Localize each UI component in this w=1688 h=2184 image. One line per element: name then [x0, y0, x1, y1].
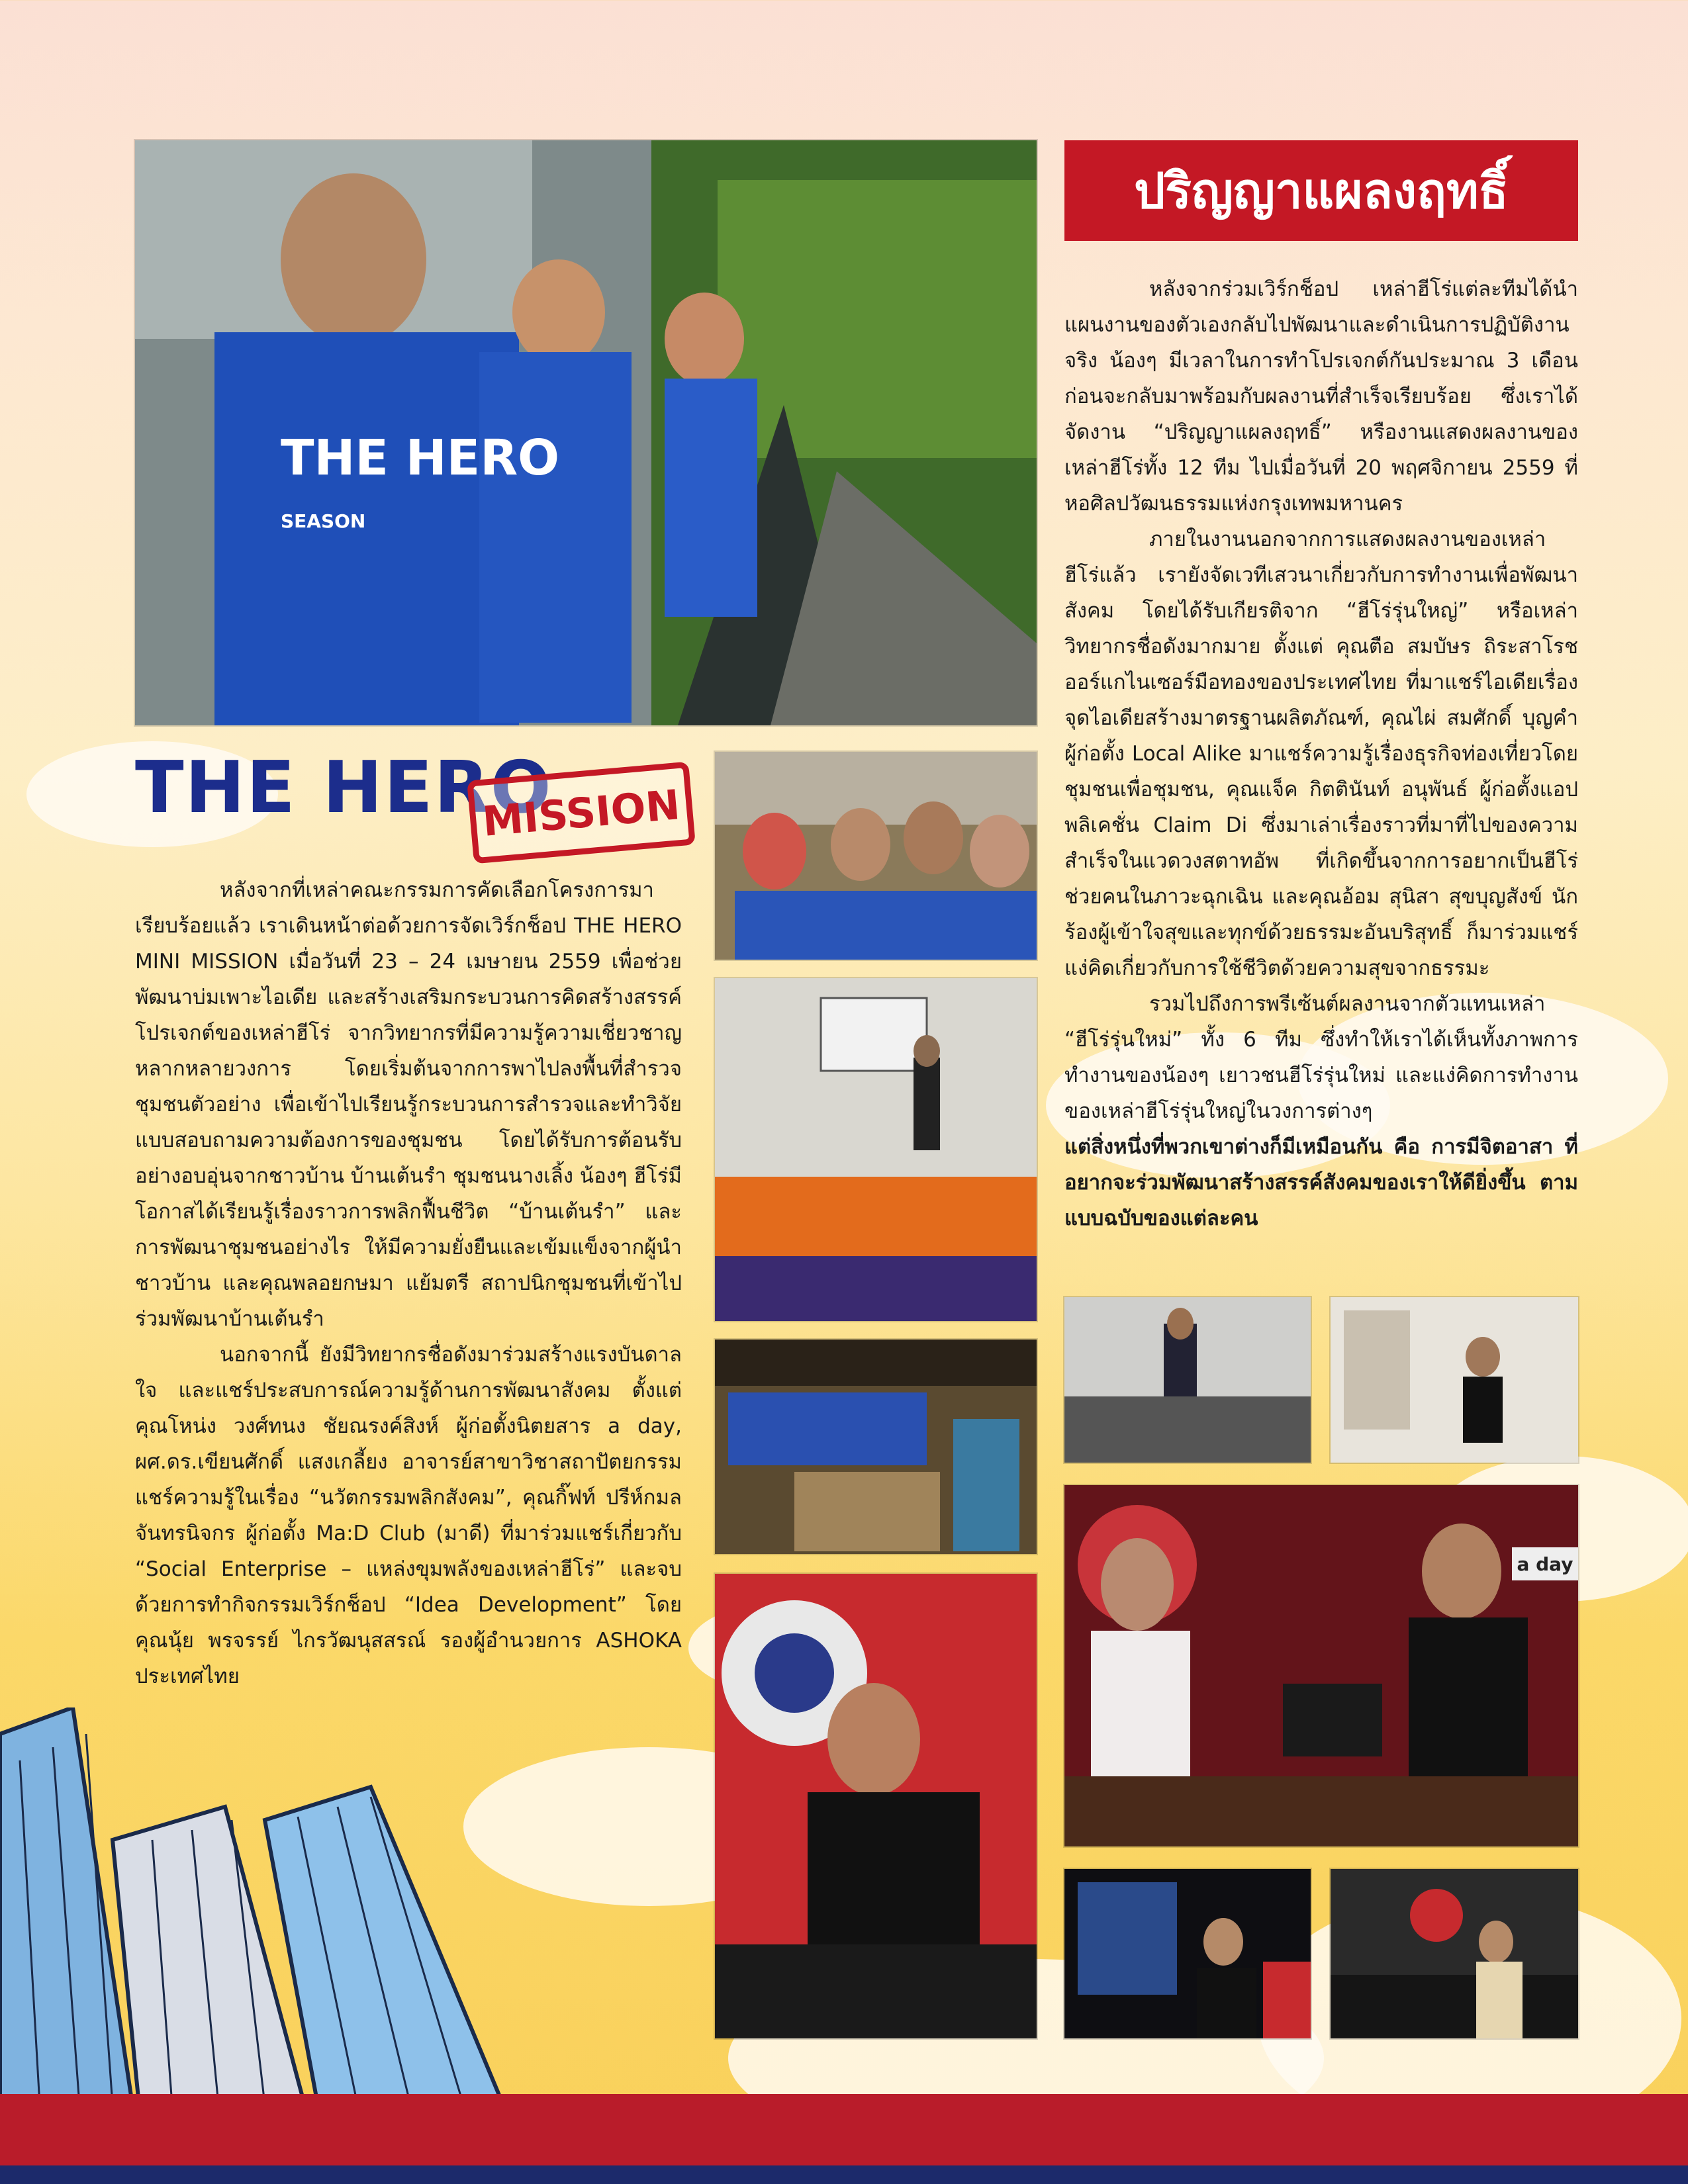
- photo-presenter-slides: [1064, 1869, 1311, 2038]
- right-paragraph-2: ภายในงานนอกจากการแสดงผลงานของเหล่าฮีโร่แล้ว เรายังจัดเวทีเสวนาเกี่ยวกับการทำงานเพื่อพัฒนาสังคม โดยได้รับเกียรติจาก “ฮีโร่รุ่นใหญ่” หรือเหล่าวิทยากรชื่อดังมากมาย ตั้งแต่ คุณตือ สมบัษร ถิระสาโรช ออร์แกไนเซอร์มือทองของประเทศไทย ที่มาแชร์ไอเดียเรื่องจุดไอเดียสร้างมาตรฐานผลิตภัณฑ์, คุณไผ่ สมศักดิ์ บุญคำ ผู้ก่อตั้ง Local Alike มาแชร์ความรู้เรื่องธุรกิจท่องเที่ยวโดยชุมชนเพื่อชุมชน, คุณแจ็ค กิตตินันท์ อนุพันธ์ ผู้ก่อตั้งแอปพลิเคชั่น Claim Di ซึ่งมาเล่าเรื่องราวที่มาที่ไปของความสำเร็จในแวดวงสตาทอัพ ที่เกิดขึ้นจากการอยากเป็นฮีโร่ช่วยคนในภาวะฉุกเฉิน และคุณอ้อม สุนิสา สุขบุญสังข์ นักร้องผู้เข้าใจสุขและทุกข์ด้วยธรรมะอันบริสุทธิ์ ก็มาร่วมแชร์แง่คิดเกี่ยวกับการใช้ชีวิตด้วยความสุขจากธรรมะ: [1064, 527, 1578, 980]
- shirt-logo-sub: SEASON: [281, 510, 366, 532]
- stage-banner-label: a day: [1512, 1547, 1578, 1580]
- photo-community-walk: [135, 140, 1037, 725]
- footer-red-bar: [0, 2094, 1688, 2165]
- mission-stamp: MISSION: [467, 762, 696, 864]
- shirt-logo: [281, 432, 559, 548]
- left-paragraph-1: หลังจากที่เหล่าคณะกรรมการคัดเลือกโครงการมาเรียบร้อยแล้ว เราเดินหน้าต่อด้วยการจัดเวิร์กช็อป THE HERO MINI MISSION เมื่อวันที่ 23 – 24 เมษายน 2559 เพื่อช่วยพัฒนาบ่มเพาะไอเดีย และสร้างเสริมกระบวนการคิดสร้างสรรค์โปรเจกต์ของเหล่าฮีโร่ จากวิทยากรที่มีความรู้ความเชี่ยวชาญหลากหลายวงการ โดยเริ่มต้นจากการพาไปลงพื้นที่สำรวจชุมชนตัวอย่าง เพื่อเข้าไปเรียนรู้กระบวนการสำรวจและทำวิจัยแบบสอบถามความต้องการของชุมชน โดยได้รับการต้อนรับอย่างอบอุ่นจากชาวบ้าน บ้านเต้นรำ ชุมชนนางเลิ้ง น้องๆ ฮีโร่มีโอกาสได้เรียนรู้เรื่องราวการพลิกฟื้นชีวิต “บ้านเต้นรำ” และการพัฒนาชุมชนอย่างไร ให้มีความยั่งยืนและเข้มแข็งจากผู้นำชาวบ้าน และคุณพลอยกษมา แย้มตรี สถาปนิกชุมชนที่เข้าไปร่วมพัฒนาบ้านเต้นรำ: [135, 878, 682, 1331]
- buildings-illustration: [0, 1707, 596, 2105]
- right-bold-closing: แต่สิ่งหนึ่งที่พวกเขาต่างก็มีเหมือนกัน คือ การมีจิตอาสา ที่อยากจะร่วมพัฒนาสร้างสรรค์สังคมของเราให้ดียิ่งขึ้น ตามแบบฉบับของแต่ละคน: [1064, 1135, 1578, 1230]
- left-paragraph-2: นอกจากนี้ ยังมีวิทยากรชื่อดังมาร่วมสร้างแรงบันดาลใจ และแชร์ประสบการณ์ความรู้ด้านการพัฒนาสังคม ตั้งแต่ คุณโหน่ง วงศ์ทนง ชัยณรงค์สิงห์ ผู้ก่อตั้งนิตยสาร a day, ผศ.ดร.เขียนศักดิ์ แสงเกลี้ยง อาจารย์สาขาวิชาสถาปัตยกรรม แชร์ความรู้ในเรื่อง “นวัตกรรมพลิกสังคม”, คุณกิ๊ฟท์ ปรีห์กมล จันทรนิจกร ผู้ก่อตั้ง Ma:D Club (มาดี) ที่มาร่วมแชร์เกี่ยวกับ “Social Enterprise – แหล่งขุมพลังของเหล่าฮีโร่” และจบด้วยการทำกิจกรรมเวิร์กช็อป “Idea Development” โดย คุณนุ้ย พรจรรย์ ไกรวัฒนุสสรณ์ รองผู้อำนวยการ ASHOKA ประเทศไทย: [135, 1343, 682, 1688]
- photo-stage-talk: [1064, 1485, 1578, 1846]
- photo-group-selfie: [715, 752, 1037, 960]
- photo-group-activity: [715, 1340, 1037, 1554]
- right-paragraph-3: รวมไปถึงการพรีเซ้นต์ผลงานจากตัวแทนเหล่า “ฮีโร่รุ่นใหม่” ทั้ง 6 ทีม ซึ่งทำให้เราได้เห็นทั้งภาพการทำงานของน้องๆ เยาวชนฮีโร่รุ่นใหม่ และแง่คิดการทำงานของเหล่าฮีโร่รุ่นใหญ่ในวงการต่างๆ: [1064, 992, 1578, 1123]
- photo-workshop-lecture: [715, 978, 1037, 1321]
- right-column-text: [1064, 271, 1578, 1236]
- right-paragraph-1: หลังจากร่วมเวิร์กช็อป เหล่าฮีโร่แต่ละทีมได้นำแผนงานของตัวเองกลับไปพัฒนาและดำเนินการปฏิบัติงานจริง น้องๆ มีเวลาในการทำโปรเจกต์กันประมาณ 3 เดือน ก่อนจะกลับมาพร้อมกับผลงานที่สำเร็จเรียบร้อย ซึ่งเราได้จัดงาน “ปริญญาแผลงฤทธิ์” หรืองานแสดงผลงานของเหล่าฮีโร่ทั้ง 12 ทีม ไปเมื่อวันที่ 20 พฤศจิกายน 2559 ที่หอศิลปวัฒนธรรมแห่งกรุงเทพมหานคร: [1064, 277, 1578, 516]
- section-title-graduation: ปริญญาแผลงฤทธิ์: [1064, 140, 1578, 241]
- shirt-logo-text: THE HERO: [281, 430, 560, 486]
- photo-panel-speaker: [1331, 1297, 1578, 1463]
- photo-presenter-stage: [1331, 1869, 1578, 2038]
- footer-navy-bar: [0, 2165, 1688, 2184]
- photo-panel-audience: [1064, 1297, 1311, 1463]
- section-title-hero: THE HERO: [135, 747, 553, 829]
- photo-speaker-woman: [715, 1574, 1037, 2038]
- left-column-text: [135, 872, 682, 1694]
